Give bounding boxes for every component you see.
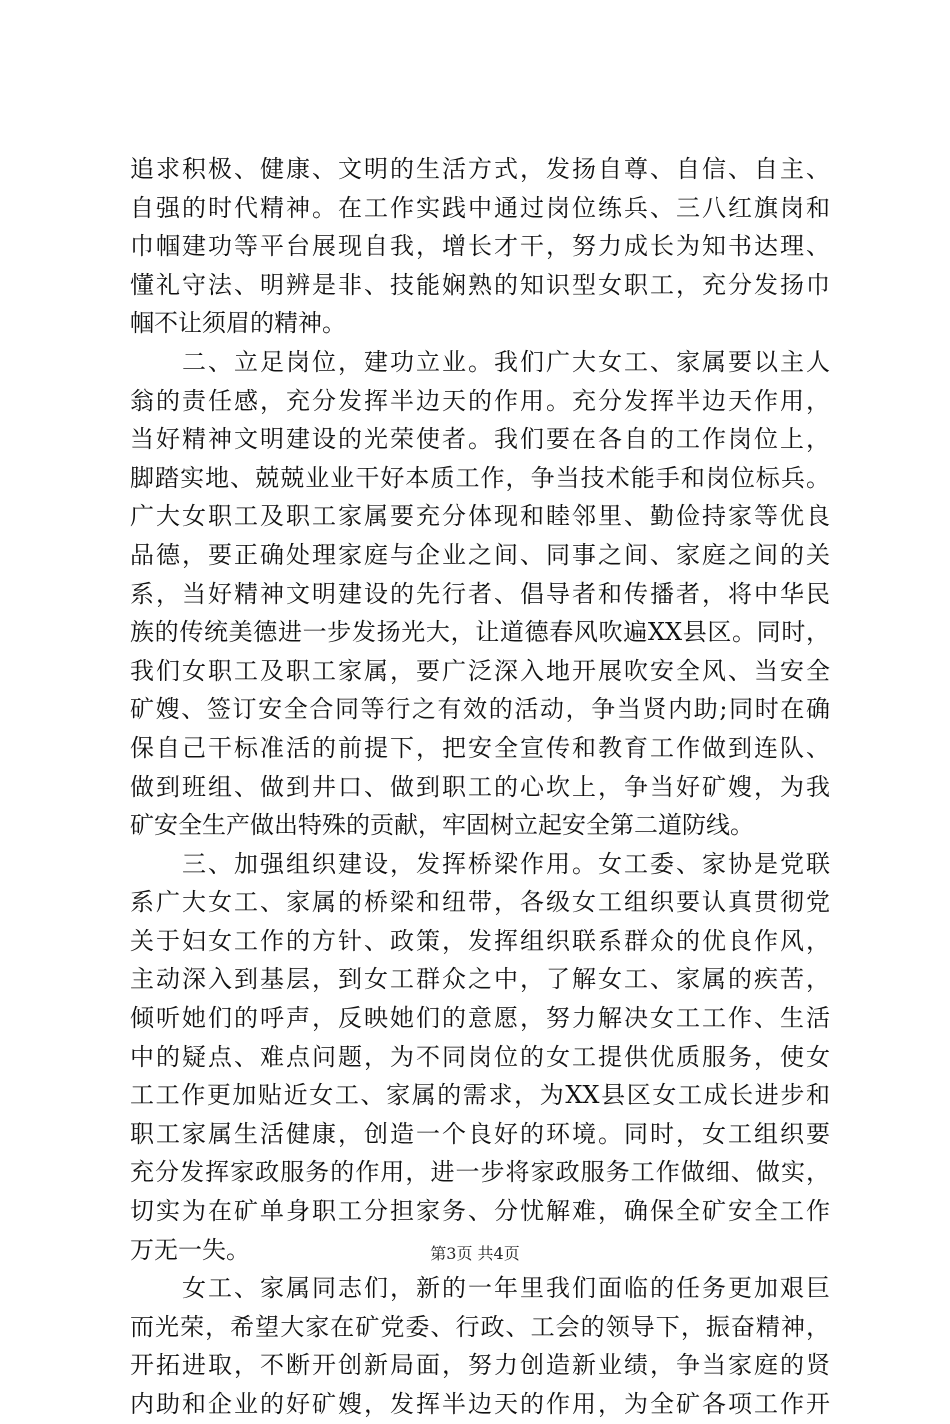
text-line: 翁的责任感，充分发挥半边天的作用。充分发挥半边天作用，: [130, 386, 830, 415]
text-line: 关于妇女工作的方针、政策，发挥组织联系群众的优良作风，: [130, 926, 830, 955]
text-line: 女工、家属同志们，新的一年里我们面临的任务更加艰巨: [182, 1274, 830, 1303]
text-line: 倾听她们的呼声，反映她们的意愿，努力解决女工工作、生活: [130, 1004, 830, 1033]
text-line: 追求积极、健康、文明的生活方式，发扬自尊、自信、自主、: [130, 155, 830, 183]
text-line: 开拓进取，不断开创新局面，努力创造新业绩，争当家庭的贤: [130, 1351, 830, 1380]
text-line: 而光荣，希望大家在矿党委、行政、工会的领导下，振奋精神，: [130, 1312, 830, 1341]
text-line: 主动深入到基层，到女工群众之中，了解女工、家属的疾苦，: [130, 965, 830, 994]
page-footer: 第3页 共4页: [430, 1244, 520, 1263]
text-line: 帼不让须眉的精神。: [130, 309, 346, 338]
text-line: 万无一失。: [130, 1235, 250, 1264]
text-line: 脚踏实地、兢兢业业干好本质工作，争当技术能手和岗位标兵。: [130, 463, 830, 492]
text-line: 保自己干标准活的前提下，把安全宣传和教育工作做到连队、: [130, 733, 830, 762]
text-line: 广大女职工及职工家属要充分体现和睦邻里、勤俭持家等优良: [130, 502, 830, 531]
text-line: 三、加强组织建设，发挥桥梁作用。女工委、家协是党联: [182, 849, 830, 878]
text-line: 族的传统美德进一步发扬光大，让道德春风吹遍XX县区。同时，: [130, 618, 830, 647]
text-line: 系，当好精神文明建设的先行者、倡导者和传播者，将中华民: [130, 579, 830, 608]
text-line: 职工家属生活健康，创造一个良好的环境。同时，女工组织要: [130, 1119, 830, 1148]
text-line: 懂礼守法、明辨是非、技能娴熟的知识型女职工，充分发扬巾: [130, 270, 830, 299]
text-line: 做到班组、做到井口、做到职工的心坎上，争当好矿嫂，为我: [130, 772, 830, 801]
text-line: 矿嫂、签订安全合同等行之有效的活动，争当贤内助;同时在确: [130, 695, 830, 724]
text-line: 系广大女工、家属的桥梁和纽带，各级女工组织要认真贯彻党: [130, 888, 830, 917]
text-line: 切实为在矿单身职工分担家务、分忧解难，确保全矿安全工作: [130, 1197, 830, 1226]
text-line: 我们女职工及职工家属，要广泛深入地开展吹安全风、当安全: [130, 656, 830, 685]
text-line: 工工作更加贴近女工、家属的需求，为XX县区女工成长进步和: [130, 1081, 830, 1110]
text-line: 自强的时代精神。在工作实践中通过岗位练兵、三八红旗岗和: [130, 193, 830, 222]
text-line: 中的疑点、难点问题，为不同岗位的女工提供优质服务，使女: [130, 1042, 830, 1071]
text-line: 二、立足岗位，建功立业。我们广大女工、家属要以主人: [182, 347, 830, 376]
text-line: 矿安全生产做出特殊的贡献，牢固树立起安全第二道防线。: [130, 811, 754, 840]
text-line: 内助和企业的好矿嫂，发挥半边天的作用，为全矿各项工作开: [130, 1390, 830, 1418]
text-line: 当好精神文明建设的光荣使者。我们要在各自的工作岗位上，: [130, 425, 830, 454]
text-line: 品德，要正确处理家庭与企业之间、同事之间、家庭之间的关: [130, 540, 830, 569]
text-line: 巾帼建功等平台展现自我，增长才干，努力成长为知书达理、: [130, 232, 830, 261]
document-body: [130, 150, 830, 1424]
text-line: 充分发挥家政服务的作用，进一步将家政服务工作做细、做实，: [130, 1158, 830, 1187]
